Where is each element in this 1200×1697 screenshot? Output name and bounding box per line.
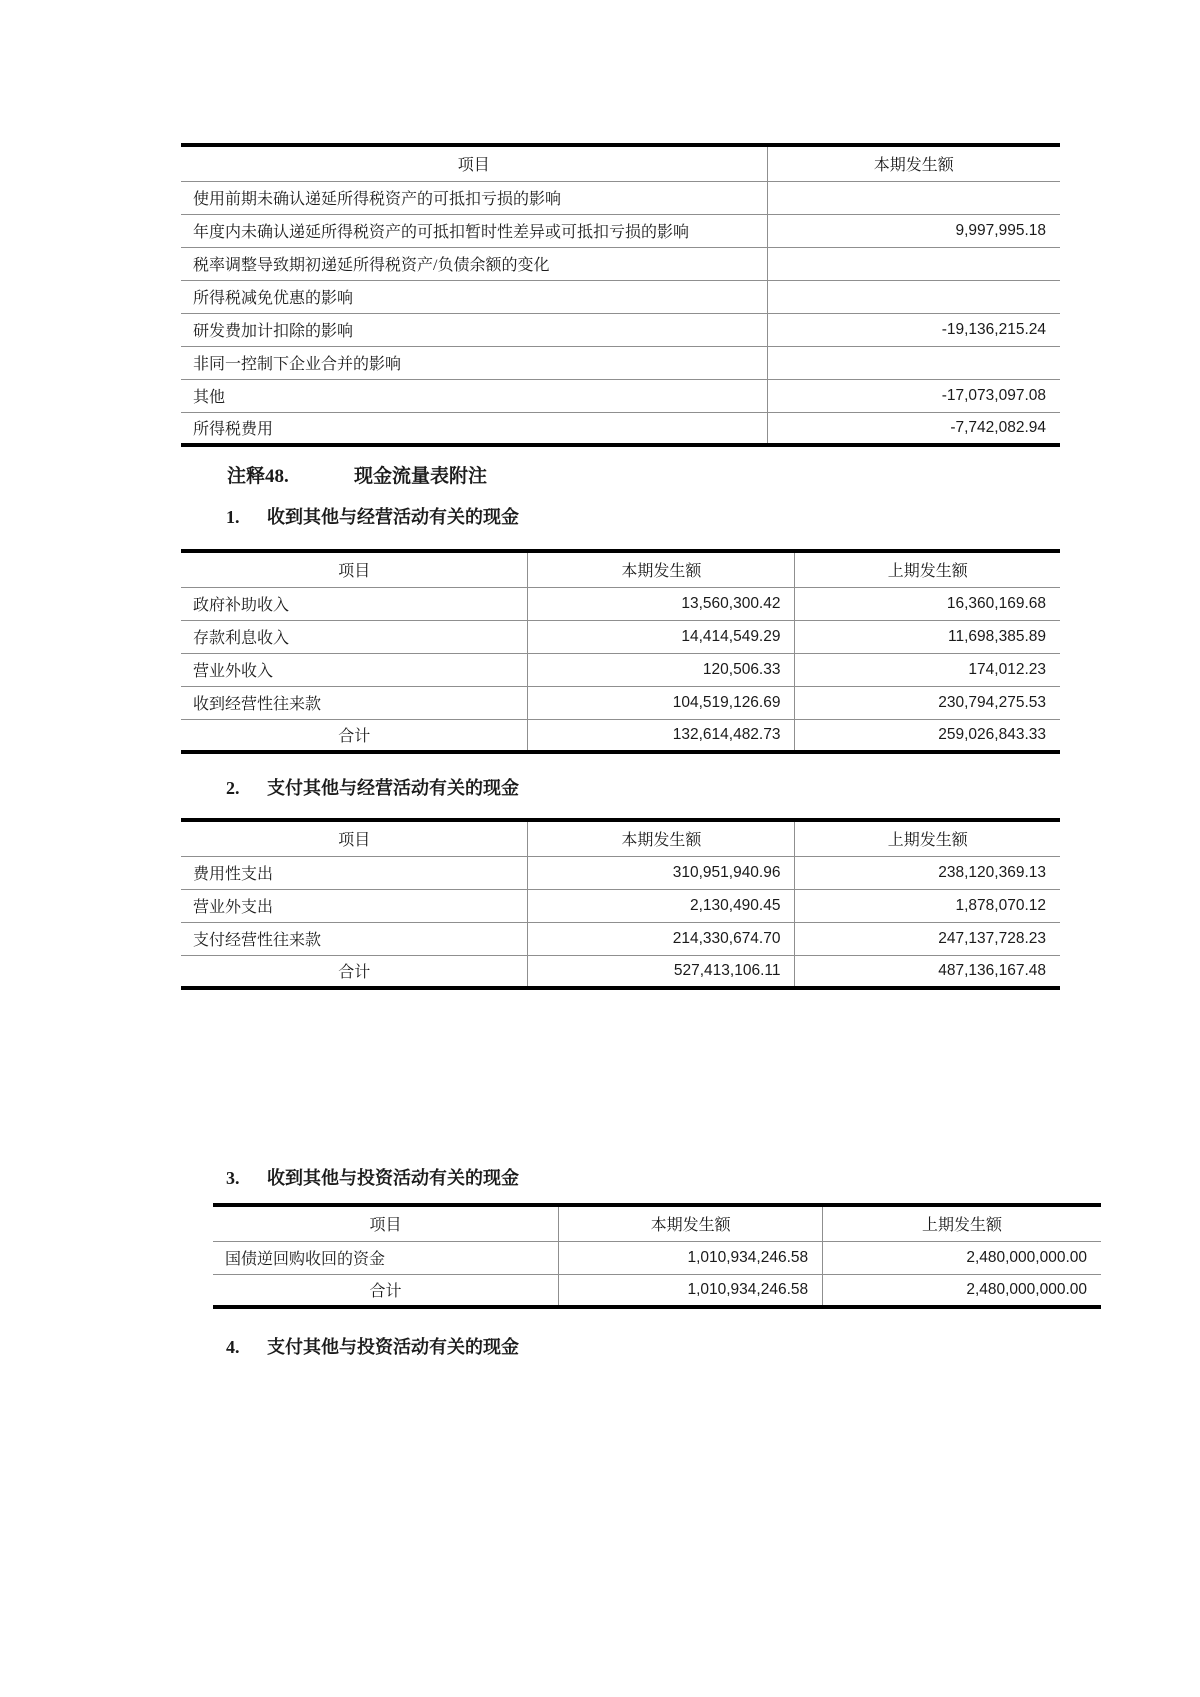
table-row <box>181 412 1060 445</box>
amount-cell: -17,073,097.08 <box>767 379 1060 412</box>
amount-cell: 13,560,300.42 <box>528 587 795 620</box>
column-header: 本期发生额 <box>559 1205 823 1241</box>
table-row <box>181 313 1060 346</box>
section-number: 3. <box>226 1168 240 1188</box>
table-row <box>181 587 1060 620</box>
item-cell: 合计 <box>338 964 371 982</box>
item-cell: 非同一控制下企业合并的影响 <box>181 346 767 379</box>
amount-cell: 9,997,995.18 <box>767 214 1060 247</box>
amount-cell <box>767 247 1060 280</box>
section-heading-2 <box>226 776 519 801</box>
item-cell: 营业外收入 <box>181 653 528 686</box>
section-title: 收到其他与经营活动有关的现金 <box>267 507 519 527</box>
section-heading-1 <box>226 505 519 530</box>
amount-cell: 1,010,934,246.58 <box>559 1241 823 1274</box>
table-row <box>181 922 1060 955</box>
table-row <box>181 346 1060 379</box>
column-header: 项目 <box>213 1205 559 1241</box>
cash-payments-operating-table <box>181 818 1060 990</box>
item-cell: 营业外支出 <box>181 889 528 922</box>
section-heading-3 <box>226 1166 519 1191</box>
item-cell: 收到经营性往来款 <box>181 686 528 719</box>
section-heading-4 <box>226 1335 519 1360</box>
section-number: 1. <box>226 507 240 527</box>
amount-cell: 230,794,275.53 <box>795 686 1060 719</box>
header-row <box>213 1205 1101 1241</box>
table-row <box>181 686 1060 719</box>
amount-cell: 11,698,385.89 <box>795 620 1060 653</box>
column-header: 上期发生额 <box>795 551 1060 587</box>
table-row <box>181 280 1060 313</box>
item-cell: 使用前期未确认递延所得税资产的可抵扣亏损的影响 <box>181 181 767 214</box>
column-header: 本期发生额 <box>767 145 1060 181</box>
column-header: 本期发生额 <box>528 820 795 856</box>
table-row <box>181 620 1060 653</box>
table-row <box>181 181 1060 214</box>
item-cell: 年度内未确认递延所得税资产的可抵扣暂时性差异或可抵扣亏损的影响 <box>181 214 767 247</box>
item-cell: 国债逆回购收回的资金 <box>213 1241 559 1274</box>
total-row <box>181 719 1060 752</box>
item-cell: 所得税减免优惠的影响 <box>181 280 767 313</box>
amount-cell: 214,330,674.70 <box>528 922 795 955</box>
amount-cell: -7,742,082.94 <box>767 412 1060 445</box>
table-row <box>181 889 1060 922</box>
amount-cell <box>767 181 1060 214</box>
item-cell: 支付经营性往来款 <box>181 922 528 955</box>
item-cell: 研发费加计扣除的影响 <box>181 313 767 346</box>
table-row <box>213 1241 1101 1274</box>
section-title: 支付其他与投资活动有关的现金 <box>267 1337 519 1357</box>
column-header: 项目 <box>181 820 528 856</box>
amount-cell: 310,951,940.96 <box>528 856 795 889</box>
note48-heading <box>227 464 487 490</box>
header-row <box>181 820 1060 856</box>
table-row <box>181 214 1060 247</box>
income-tax-reconciliation-table <box>181 143 1060 447</box>
table-row <box>181 653 1060 686</box>
section-number: 2. <box>226 778 240 798</box>
note-number: 注释48. <box>227 466 289 487</box>
amount-cell: 14,414,549.29 <box>528 620 795 653</box>
item-cell: 费用性支出 <box>181 856 528 889</box>
amount-cell: 527,413,106.11 <box>528 955 795 988</box>
column-header: 项目 <box>181 551 528 587</box>
amount-cell <box>767 280 1060 313</box>
amount-cell: 487,136,167.48 <box>795 955 1060 988</box>
note-title: 现金流量表附注 <box>354 466 488 487</box>
item-cell: 其他 <box>181 379 767 412</box>
amount-cell: 120,506.33 <box>528 653 795 686</box>
amount-cell: 2,130,490.45 <box>528 889 795 922</box>
item-cell: 合计 <box>369 1283 402 1301</box>
amount-cell: 2,480,000,000.00 <box>823 1241 1101 1274</box>
table-row <box>181 856 1060 889</box>
item-cell: 存款利息收入 <box>181 620 528 653</box>
item-cell: 政府补助收入 <box>181 587 528 620</box>
section-title: 收到其他与投资活动有关的现金 <box>267 1168 519 1188</box>
table-row <box>181 247 1060 280</box>
amount-cell: 2,480,000,000.00 <box>823 1274 1101 1307</box>
section-title: 支付其他与经营活动有关的现金 <box>267 778 519 798</box>
amount-cell: 1,878,070.12 <box>795 889 1060 922</box>
total-row <box>213 1274 1101 1307</box>
column-header: 项目 <box>181 145 767 181</box>
amount-cell <box>767 346 1060 379</box>
amount-cell: 174,012.23 <box>795 653 1060 686</box>
cash-receipts-operating-table <box>181 549 1060 754</box>
header-row <box>181 551 1060 587</box>
column-header: 本期发生额 <box>528 551 795 587</box>
column-header: 上期发生额 <box>795 820 1060 856</box>
total-row <box>181 955 1060 988</box>
item-cell: 所得税费用 <box>193 421 274 439</box>
amount-cell: 247,137,728.23 <box>795 922 1060 955</box>
cash-receipts-investing-table <box>213 1203 1101 1309</box>
section-number: 4. <box>226 1337 240 1357</box>
amount-cell: 132,614,482.73 <box>528 719 795 752</box>
amount-cell: 104,519,126.69 <box>528 686 795 719</box>
amount-cell: 16,360,169.68 <box>795 587 1060 620</box>
amount-cell: 1,010,934,246.58 <box>559 1274 823 1307</box>
item-cell: 税率调整导致期初递延所得税资产/负债余额的变化 <box>181 247 767 280</box>
amount-cell: 259,026,843.33 <box>795 719 1060 752</box>
header-row <box>181 145 1060 181</box>
amount-cell: 238,120,369.13 <box>795 856 1060 889</box>
table-row <box>181 379 1060 412</box>
item-cell: 合计 <box>338 728 371 746</box>
column-header: 上期发生额 <box>823 1205 1101 1241</box>
amount-cell: -19,136,215.24 <box>767 313 1060 346</box>
